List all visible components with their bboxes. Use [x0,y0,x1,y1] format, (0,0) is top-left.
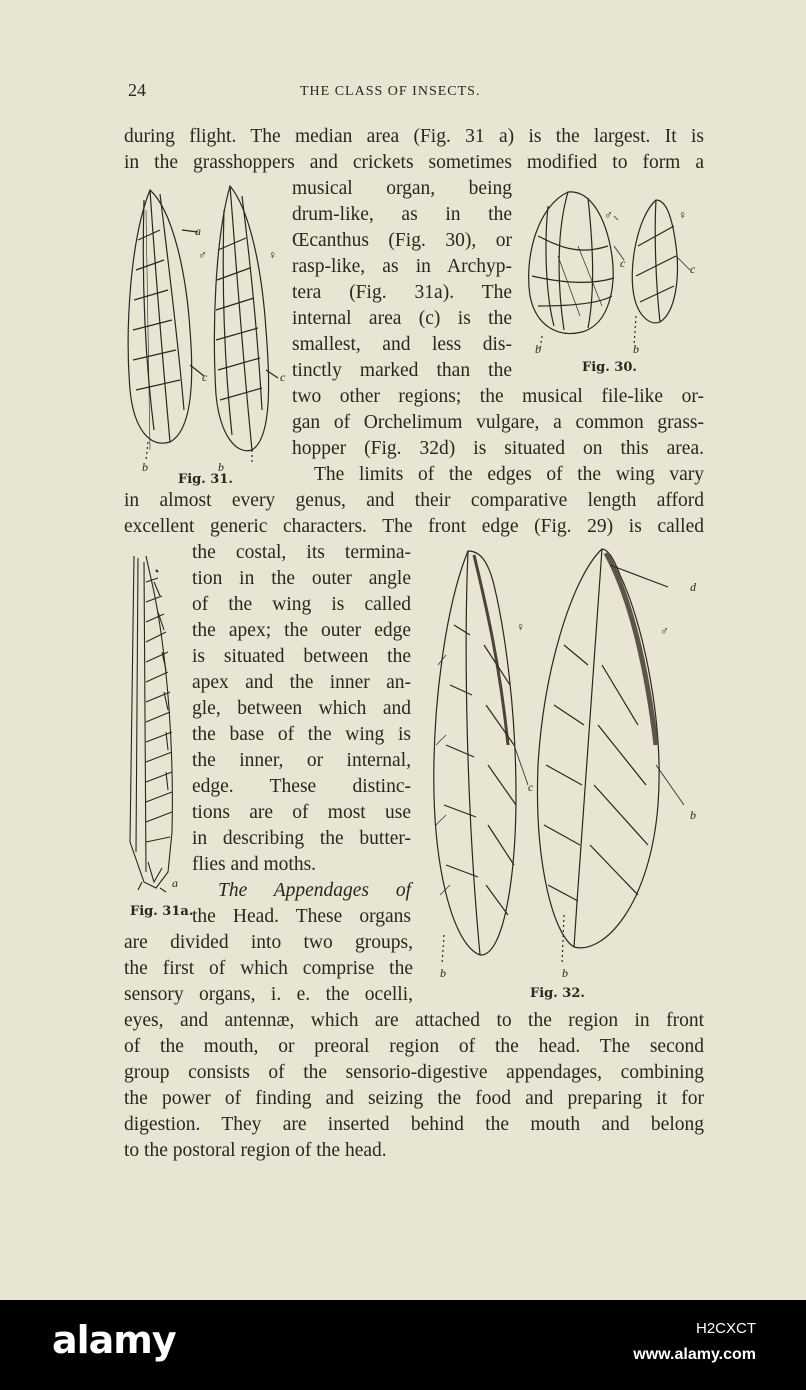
text-line: during flight. The median area (Fig. 31 a) is the largest. It is [124,126,704,147]
page-number: 24 [128,80,146,100]
fig30-label-b1: b [535,342,541,356]
fig30-caption: Fig. 30. [582,360,637,375]
text-line: rasp-like, as in Archyp- [292,256,512,277]
fig31-label-c2: c [280,370,286,384]
text-line: tera (Fig. 31a). The [292,282,512,303]
text-line: the apex; the outer edge [192,620,411,641]
text-line: group consists of the sensorio-digestive appendages, combining [124,1062,704,1083]
text-line: sensory organs, i. e. the ocelli, [124,984,413,1005]
text-line: of the mouth, or preoral region of the head. The second [124,1036,704,1057]
text-line: tions are of most use [192,802,411,823]
text-line: hopper (Fig. 32d) is situated on this area. [292,438,704,459]
text-line: gan of Orchelimum vulgare, a common grass- [292,412,704,433]
text-line: Œcanthus (Fig. 30), or [292,230,512,251]
running-title: THE CLASS OF INSECTS. [300,84,481,99]
fig31-label-b1: b [142,460,148,474]
fig31-caption: Fig. 31. [178,472,233,487]
fig31-label-c1: c [202,370,208,384]
text-line: digestion. They are inserted behind the mouth and belong [124,1114,704,1135]
fig31a-label-a: a [172,876,178,890]
text-line: excellent generic characters. The front edge (Fig. 29) is called [124,516,704,537]
text-line: apex and the inner an- [192,672,411,693]
fig32-label-male: ♂ [660,624,669,638]
section-heading: The Appendages of [218,880,411,901]
text-line: edge. These distinc- [192,776,411,797]
text-line: The limits of the edges of the wing vary [314,464,704,485]
fig30-label-female: ♀ [678,208,687,222]
watermark-url: www.alamy.com [633,1346,756,1363]
fig32-label-female: ♀ [516,620,525,634]
text-line: in describing the butter- [192,828,411,849]
fig32-wings-illustration [424,545,704,965]
text-line: the Head. These organs [192,906,411,927]
fig32-label-c: c [528,780,534,794]
fig32-label-d: d [690,580,696,594]
fig32-label-b1: b [690,808,696,822]
text-line: the inner, or internal, [192,750,411,771]
text-line: in the grasshoppers and crickets sometimes modified to form a [124,152,704,173]
text-line: the costal, its termina- [192,542,411,563]
fig31-label-female: ♀ [268,248,277,262]
text-line: smallest, and less dis- [292,334,512,355]
watermark-image-id: H2CXCT [695,1320,756,1337]
text-line: is situated between the [192,646,411,667]
fig31a-wing-illustration [124,552,186,892]
watermark-logo: alamy [52,1318,176,1362]
text-line: eyes, and antennæ, which are attached to the region in front [124,1010,704,1031]
text-line: drum-like, as in the [292,204,512,225]
text-line: two other regions; the musical file-like or- [292,386,704,407]
text-line: tion in the outer angle [192,568,411,589]
text-line: to the postoral region of the head. [124,1140,387,1161]
fig30-label-male: ♂ [604,208,613,222]
text-line: flies and moths. [192,854,317,875]
text-line: are divided into two groups, [124,932,413,953]
fig32-label-b3: b [562,966,568,980]
fig32-caption: Fig. 32. [530,986,585,1001]
fig31-wings-illustration [120,180,290,480]
fig31-label-a: a [195,224,201,238]
text-line: gle, between which and [192,698,411,719]
text-line: the power of finding and seizing the food and preparing it for [124,1088,704,1109]
text-line: of the wing is called [192,594,411,615]
fig32-label-b2: b [440,966,446,980]
text-line: the first of which comprise the [124,958,413,979]
fig31-label-b2: b [218,460,224,474]
fig31a-caption: Fig. 31a. [130,904,194,919]
fig30-label-c2: c [690,262,696,276]
text-line: in almost every genus, and their comparative length afford [124,490,704,511]
fig31-label-male: ♂ [198,248,207,262]
text-line: tinctly marked than the [292,360,512,381]
text-line: the base of the wing is [192,724,411,745]
fig30-label-b2: b [633,342,639,356]
fig30-label-c1: c [620,256,626,270]
text-line: internal area (c) is the [292,308,512,329]
text-line: musical organ, being [292,178,512,199]
